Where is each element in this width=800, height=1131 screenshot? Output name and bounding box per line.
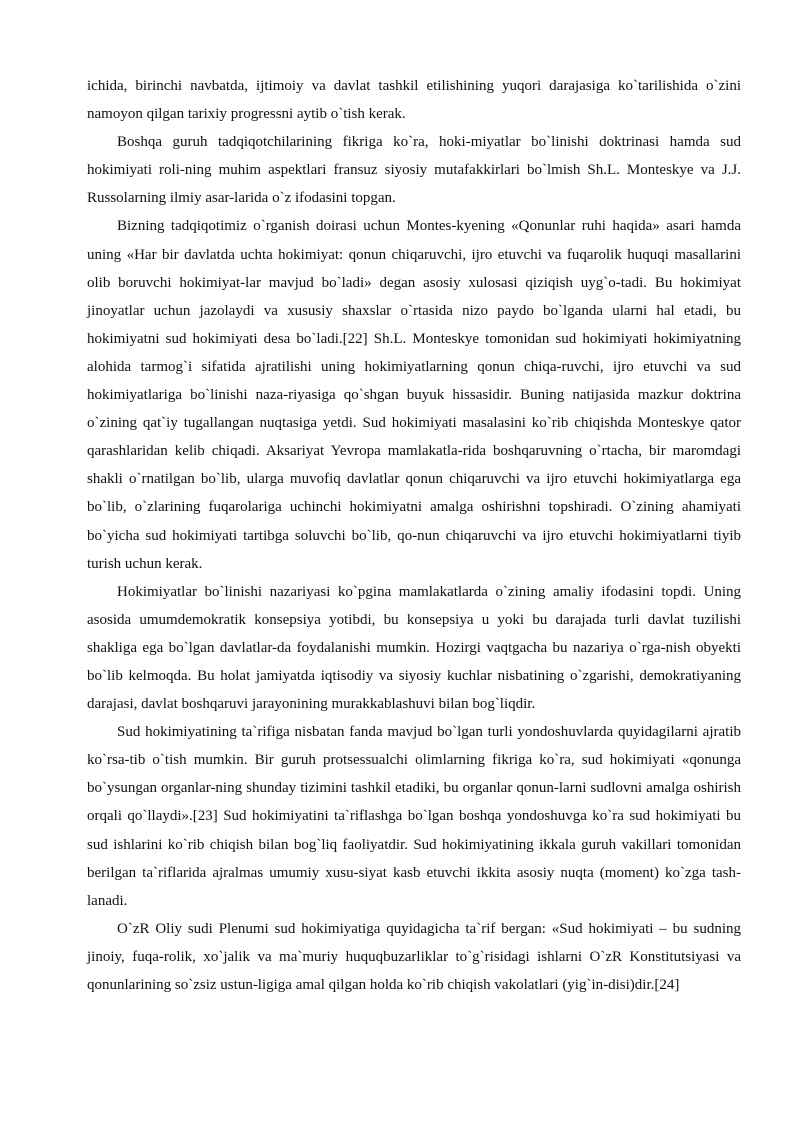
paragraph-1: ichida, birinchi navbatda, ijtimoiy va davlat tashkil etilishining yuqori darajasiga ko`tarilishida o`zini namoyon qilgan tarixiy progressni aytib o`tish kerak.: [87, 78, 741, 123]
document-page: [87, 72, 741, 999]
paragraph-6: O`zR Oliy sudi Plenumi sud hokimiyatiga quyidagicha ta`rif bergan: «Sud hokimiyati – bu sudning jinoiy, fuqa-rolik, xo`jalik va ma`muriy huquqbuzarliklar to`g`risidagi ishlarni O`zR Konstitutsiyasi va qonunlarining so`zsiz ustun-ligiga amal qilgan holda ko`rib chiqish vakolatlari (yig`in-disi)dir.[24]: [87, 920, 741, 993]
paragraph-4: Hokimiyatlar bo`linishi nazariyasi ko`pgina mamlakatlarda o`zining amaliy ifodasini topdi. Uning asosida umumdemokratik konsepsiya yotibdi, bu konsepsiya u yoki bu darajada turli davlat tuzilishi shakliga ega bo`lgan davlatlar-da foydalanishi mumkin. Hozirgi vaqtgacha bu nazariya o`rga-nish obyekti bo`lib kelmoqda. Bu holat jamiyatda iqtisodiy va siyosiy kuchlar nisbatining o`zgarishi, demokratiyaning darajasi, davlat boshqaruvi jarayonining murakkablashuvi bilan bog`liqdir.: [87, 583, 741, 713]
paragraph-5: Sud hokimiyatining ta`rifiga nisbatan fanda mavjud bo`lgan turli yondoshuvlarda quyidagilarni ajratib ko`rsa-tib o`tish mumkin. Bir guruh protsessualchi olimlarning fikriga ko`ra, sud hokimiyati «qonunga bo`ysungan organlar-ning shunday tizimini tashkil etadiki, bu organlar qonun-larni sudlovni amalga oshirish orqali qo`llaydi».[23] Sud hokimiyatini ta`riflashga bo`lgan boshqa yondoshuvga ko`ra sud hokimiyati bu sud ishlarini ko`rib chiqish bilan bog`liq faoliyatdir. Sud hokimiyatining ikkala guruh vakillari tomonidan berilgan ta`riflarida ajralmas umumiy xusu-siyat kasb etuvchi ikkita asosiy nuqta (moment) ko`zga tash-lanadi.: [87, 724, 741, 909]
paragraph-3: Bizning tadqiqotimiz o`rganish doirasi uchun Montes-kyening «Qonunlar ruhi haqida» asari hamda uning «Har bir davlatda uchta hokimiyat: qonun chiqaruvchi, ijro etuvchi va fuqarolik huquqi masallarini olib boruvchi hokimiyat-lar mavjud bo`ladi» degan asosiy xulosasi qiziqish uyg`o-tadi. Bu hokimiyat jinoyatlar uchun jazolaydi va xususiy shaxslar o`rtasida nizo paydo bo`lganda ularni hal etadi, bu hokimiyatni sud hokimiyati desa bo`ladi.[22] Sh.L. Monteskye tomonidan sud hokimiyati hokimiyatning alohida tarmog`i sifatida ajratilishi uning hokimiyatlarning qonun chiqa-ruvchi, ijro etuvchi va sud hokimiyatlariga bo`linishi naza-riyasiga qo`shgan buyuk hissasidir. Buning natijasida mazkur doktrina o`zining qat`iy tugallangan nuqtasiga yetdi. Sud hokimiyati masalasini ko`rib chiqishda Monteskye qator qarashlaridan kelib chiqadi. Aksariyat Yevropa mamlakatla-rida boshqaruvning o`rtacha, bir maromdagi shakli o`rnatilgan bo`lib, ularga muvofiq davlatlar qonun chiqaruvchi va ijro etuvchi hokimiyatlarga ega bo`lib, o`zlarining fuqarolariga uchinchi hokimiyatni amalga oshirishni topshiradi. O`zining ahamiyati bo`yicha sud hokimiyati tartibga soluvchi bo`lib, qo-nun chiqaruvchi va ijro etuvchi hokimiyatlarni tiyib turish uchun kerak.: [87, 218, 741, 572]
paragraph-2: Boshqa guruh tadqiqotchilarining fikriga ko`ra, hoki-miyatlar bo`linishi doktrinasi hamda sud hokimiyati roli-ning muhim aspektlari fransuz siyosiy mutafakkirlari bo`lmish Sh.L. Monteskye va J.J. Russolarning ilmiy asar-larida o`z ifodasini topgan.: [87, 134, 741, 207]
